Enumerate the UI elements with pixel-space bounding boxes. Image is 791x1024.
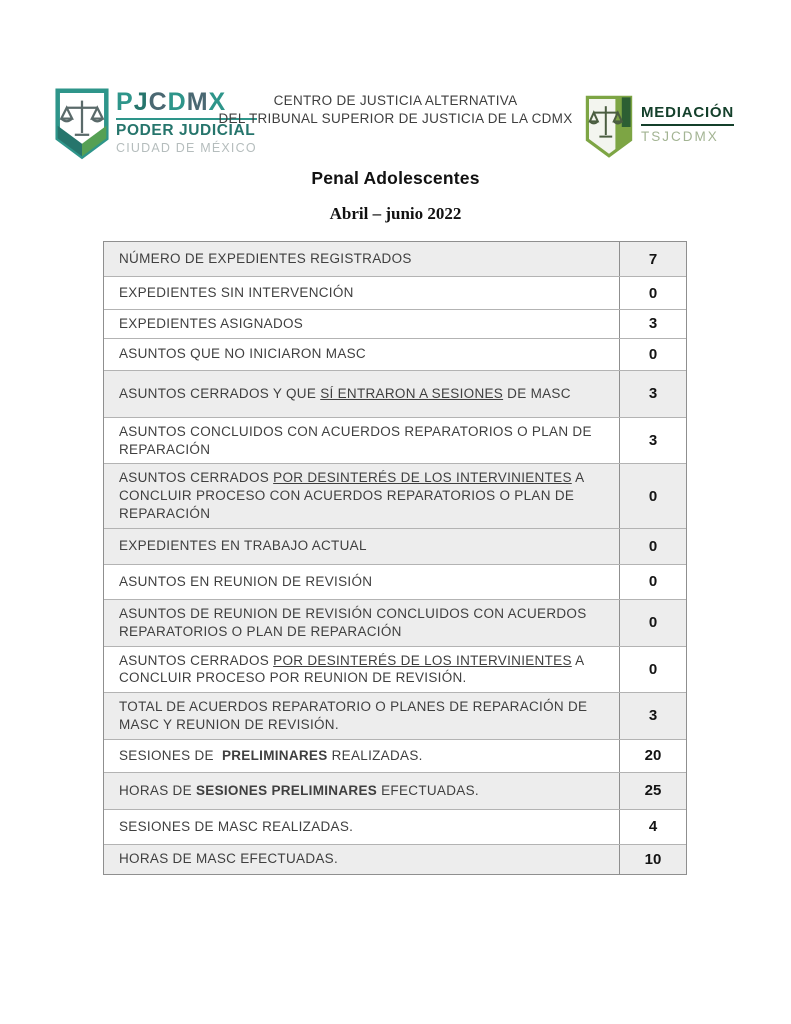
table-row	[104, 844, 686, 874]
row-value: 0	[648, 487, 658, 505]
institution-line1: CENTRO DE JUSTICIA ALTERNATIVA	[273, 93, 518, 108]
row-label: ASUNTOS CERRADOS POR DESINTERÉS DE LOS INTERVINIENTES A CONCLUIR PROCESO POR REUNION DE REVISIÓN.	[104, 647, 620, 693]
scales-of-justice-shield-icon	[585, 95, 633, 164]
row-value: 0	[648, 345, 658, 363]
row-label: ASUNTOS EN REUNION DE REVISIÓN	[104, 565, 620, 599]
row-value: 10	[644, 850, 662, 868]
table-row	[104, 599, 686, 646]
row-value: 0	[648, 284, 658, 302]
mediacion-label: MEDIACIÓN	[641, 104, 734, 126]
row-label: HORAS DE SESIONES PRELIMINARES EFECTUADAS.	[104, 773, 620, 809]
table-row	[104, 772, 686, 809]
row-value: 0	[648, 660, 658, 678]
ciudad-de-mexico-label: CIUDAD DE MÉXICO	[116, 141, 257, 155]
table-row	[104, 692, 686, 739]
row-value: 0	[648, 537, 658, 555]
table-row	[104, 309, 686, 338]
row-value: 7	[648, 250, 658, 268]
report-period: Abril – junio 2022	[329, 204, 462, 223]
table-row	[104, 463, 686, 527]
institution-line2: DEL TRIBUNAL SUPERIOR DE JUSTICIA DE LA CDMX	[218, 110, 573, 126]
row-value: 25	[644, 782, 662, 800]
table-row	[104, 809, 686, 844]
row-label: ASUNTOS CERRADOS Y QUE SÍ ENTRARON A SESIONES DE MASC	[104, 371, 620, 417]
table-row	[104, 528, 686, 564]
page-title: Penal Adolescentes	[311, 168, 480, 188]
poder-judicial-label: PODER JUDICIAL	[116, 118, 257, 140]
row-value: 3	[648, 315, 658, 333]
institution-header	[218, 92, 572, 127]
row-label: ASUNTOS DE REUNION DE REVISIÓN CONCLUIDOS CON ACUERDOS REPARATORIOS O PLAN DE REPARACIÓN	[104, 600, 620, 646]
row-label: ASUNTOS CONCLUIDOS CON ACUERDOS REPARATORIOS O PLAN DE REPARACIÓN	[104, 418, 620, 464]
row-value: 0	[648, 573, 658, 591]
row-label: NÚMERO DE EXPEDIENTES REGISTRADOS	[104, 242, 620, 276]
row-label: HORAS DE MASC EFECTUADAS.	[104, 845, 620, 874]
stats-table	[103, 241, 687, 875]
table-row	[104, 370, 686, 417]
row-value: 3	[648, 385, 658, 403]
table-row	[104, 564, 686, 599]
table-row	[104, 739, 686, 772]
row-value: 20	[644, 747, 662, 765]
table-row	[104, 242, 686, 276]
row-label: TOTAL DE ACUERDOS REPARATORIO O PLANES DE REPARACIÓN DE MASC Y REUNION DE REVISIÓN.	[104, 693, 620, 739]
table-row	[104, 276, 686, 309]
tsjcdmx-label: TSJCDMX	[641, 129, 719, 144]
table-row	[104, 417, 686, 464]
table-row	[104, 338, 686, 370]
row-value: 4	[648, 818, 658, 836]
pjcdmx-acronym: PJCDMX	[116, 88, 227, 116]
row-label: EXPEDIENTES EN TRABAJO ACTUAL	[104, 529, 620, 564]
row-label: SESIONES DE MASC REALIZADAS.	[104, 810, 620, 844]
row-label: EXPEDIENTES ASIGNADOS	[104, 310, 620, 338]
row-value: 3	[648, 707, 658, 725]
row-value: 3	[648, 432, 658, 450]
row-value: 0	[648, 614, 658, 632]
row-label: SESIONES DE PRELIMINARES REALIZADAS.	[104, 740, 620, 772]
scales-of-justice-shield-icon	[55, 88, 109, 165]
row-label: EXPEDIENTES SIN INTERVENCIÓN	[104, 277, 620, 309]
row-label: ASUNTOS QUE NO INICIARON MASC	[104, 339, 620, 370]
mediacion-logo	[585, 95, 734, 164]
row-label: ASUNTOS CERRADOS POR DESINTERÉS DE LOS INTERVINIENTES A CONCLUIR PROCESO CON ACUERDOS REPARATORIOS O PLAN DE REPARACIÓN	[104, 464, 620, 527]
table-row	[104, 646, 686, 693]
